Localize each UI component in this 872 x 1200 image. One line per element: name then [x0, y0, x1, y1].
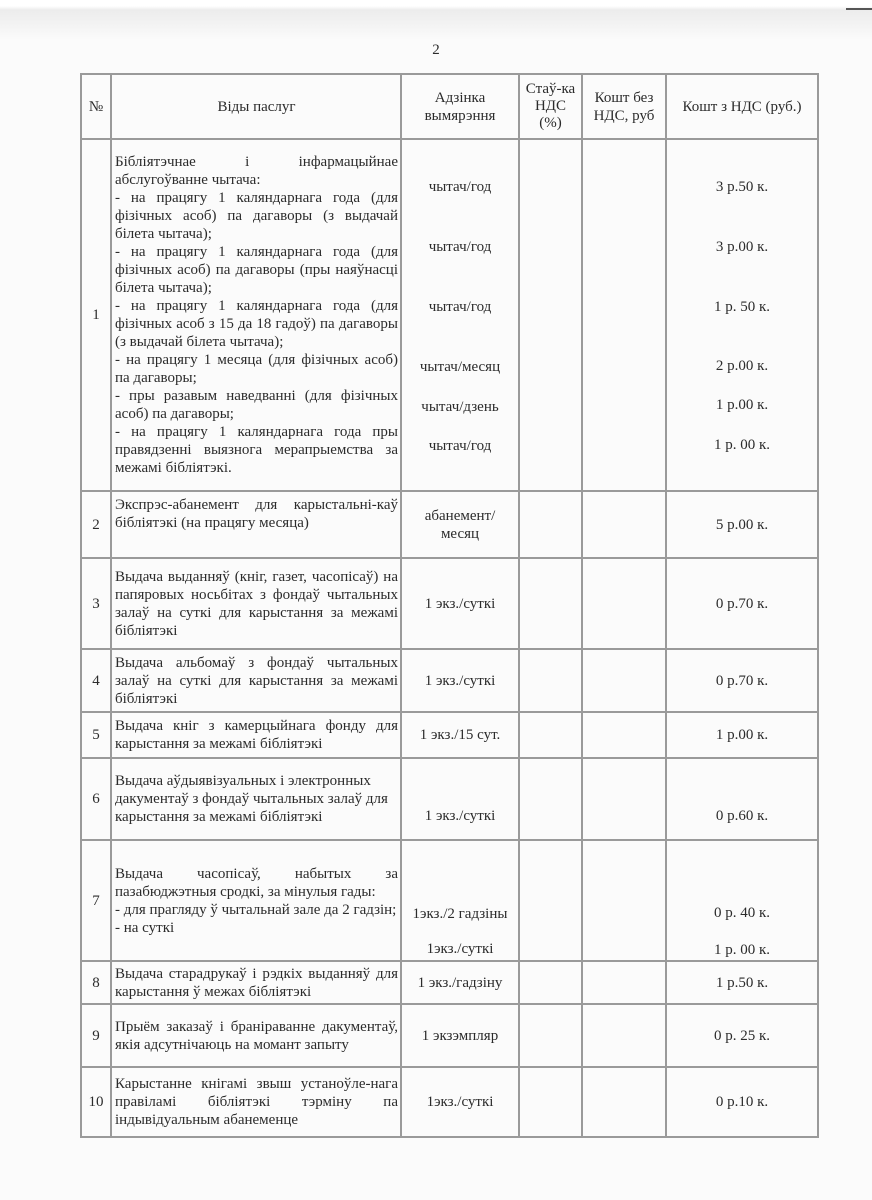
- row-unit: 1 экз./суткі: [401, 558, 519, 649]
- row-unit: 1 экз./15 сут.: [401, 712, 519, 758]
- service-item: - на працягу 1 каляндарнага года (для фізічных асоб з 15 да 18 гадоў) па дагаворы (з выдачай білета чытача);: [115, 298, 398, 350]
- row-cost-no-vat: [582, 840, 666, 961]
- row-vat-rate: [519, 1004, 582, 1067]
- table-row: [81, 139, 818, 491]
- table-row: [81, 961, 818, 1004]
- header-service: Віды паслуг: [111, 74, 401, 139]
- price-value: 1 р. 50 к.: [713, 299, 771, 315]
- row-cost-no-vat: [582, 491, 666, 558]
- row-vat-rate: [519, 840, 582, 961]
- row-service: Выдача старадрукаў і рэдкіх выданняў для карыстання ў межах бібліятэкі: [111, 961, 401, 1004]
- header-unit: Адзінка вымярэння: [401, 74, 519, 139]
- unit-value: чытач/год: [428, 239, 492, 255]
- unit-value: чытач/месяц: [419, 359, 501, 375]
- service-item: - на працягу 1 каляндарнага года (для фізічных асоб) па дагаворы (пры наяўнасці білета чытача);: [115, 244, 398, 296]
- page-number: 2: [432, 42, 440, 58]
- table-row: [81, 712, 818, 758]
- price-value: 3 р.50 к.: [715, 179, 769, 195]
- header-vat-rate: Стаў-ка НДС (%): [519, 74, 582, 139]
- table-row: [81, 1067, 818, 1137]
- table-row: [81, 840, 818, 961]
- service-item: - на працягу 1 каляндарнага года (для фізічных асоб) па дагаворы (з выдачай білета чытача);: [115, 190, 398, 242]
- scan-shadow: [0, 0, 872, 40]
- row-service: Выдача аўдыявізуальных і электронных дакументаў з фондаў чытальных залаў для карыстання за межамі бібліятэкі: [111, 758, 401, 840]
- unit-value: чытач/год: [428, 299, 492, 315]
- row-service: Прыём заказаў і браніраванне дакументаў, якія адсутнічаюць на момант запыту: [111, 1004, 401, 1067]
- row-unit: [401, 139, 519, 491]
- row-cost-with-vat: 0 р. 25 к.: [666, 1004, 818, 1067]
- header-num: №: [81, 74, 111, 139]
- row-cost-with-vat: 1 р.00 к.: [666, 712, 818, 758]
- row-num: 9: [81, 1004, 111, 1067]
- row-num: 6: [81, 758, 111, 840]
- row-cost-no-vat: [582, 712, 666, 758]
- row-vat-rate: [519, 649, 582, 712]
- price-value: 1 р. 00 к.: [713, 437, 771, 453]
- unit-value: чытач/год: [428, 438, 492, 454]
- row-vat-rate: [519, 558, 582, 649]
- row-unit: абанемент/ месяц: [401, 491, 519, 558]
- row-unit: [401, 840, 519, 961]
- service-item: - пры разавым наведванні (для фізічных асоб) па дагаворы;: [115, 388, 398, 422]
- table-row: [81, 1004, 818, 1067]
- row-cost-no-vat: [582, 1004, 666, 1067]
- row-unit: 1 экз./гадзіну: [401, 961, 519, 1004]
- table-row: [81, 758, 818, 840]
- row-cost-with-vat: 0 р.60 к.: [666, 758, 818, 840]
- row-cost-no-vat: [582, 139, 666, 491]
- row-cost-no-vat: [582, 961, 666, 1004]
- service-item: - на працягу 1 месяца (для фізічных асоб) па дагаворы;: [115, 352, 398, 386]
- row-vat-rate: [519, 139, 582, 491]
- table-row: [81, 558, 818, 649]
- row-num: 3: [81, 558, 111, 649]
- row-cost-no-vat: [582, 558, 666, 649]
- unit-value: чытач/год: [428, 179, 492, 195]
- service-item: - на працягу 1 каляндарнага года пры правядзенні выязнога мерапрыемства за межамі бібліятэкі.: [115, 424, 398, 476]
- row-vat-rate: [519, 961, 582, 1004]
- row-service: Экспрэс-абанемент для карыстальні-каў бібліятэкі (на працягу месяца): [111, 491, 401, 558]
- service-title: Бібліятэчнае і інфармацыйнае абслугоўванне чытача:: [115, 154, 398, 188]
- row-cost-with-vat: 0 р.70 к.: [666, 558, 818, 649]
- row-service: [111, 840, 401, 961]
- row-num: 2: [81, 491, 111, 558]
- price-value: 1 р.00 к.: [715, 397, 769, 413]
- row-service: Карыстанне кнігамі звыш устаноўле-нага правіламі бібліятэкі тэрміну па індывідуальным абанеменце: [111, 1067, 401, 1137]
- row-cost-no-vat: [582, 758, 666, 840]
- row-service: Выдача выданняў (кніг, газет, часопісаў) на папяровых носьбітах з фондаў чытальных залаў на суткі для карыстання за межамі бібліятэкі: [111, 558, 401, 649]
- unit-value: 1экз./суткі: [426, 941, 494, 957]
- price-value: 2 р.00 к.: [715, 358, 769, 374]
- header-cost-with-vat: Кошт з НДС (руб.): [666, 74, 818, 139]
- row-vat-rate: [519, 1067, 582, 1137]
- table-header-row: [81, 74, 818, 139]
- row-unit: 1 экз./суткі: [401, 649, 519, 712]
- row-unit: 1 экзэмпляр: [401, 1004, 519, 1067]
- row-num: 8: [81, 961, 111, 1004]
- price-value: 3 р.00 к.: [715, 239, 769, 255]
- row-unit: 1 экз./суткі: [401, 758, 519, 840]
- unit-value: 1экз./2 гадзіны: [412, 906, 508, 922]
- row-num: 1: [81, 139, 111, 491]
- row-cost-with-vat: 5 р.00 к.: [666, 491, 818, 558]
- price-value: 0 р. 40 к.: [713, 905, 771, 921]
- row-cost-no-vat: [582, 1067, 666, 1137]
- row-cost-with-vat: 1 р.50 к.: [666, 961, 818, 1004]
- row-num: 10: [81, 1067, 111, 1137]
- row-unit: 1экз./суткі: [401, 1067, 519, 1137]
- row-vat-rate: [519, 758, 582, 840]
- unit-value: чытач/дзень: [421, 399, 499, 415]
- row-service: Выдача кніг з камерцыйнага фонду для карыстання за межамі бібліятэкі: [111, 712, 401, 758]
- price-value: 1 р. 00 к.: [713, 942, 771, 958]
- row-cost-no-vat: [582, 649, 666, 712]
- service-item: - для прагляду ў чытальнай зале да 2 гадзін;: [115, 901, 397, 918]
- row-num: 5: [81, 712, 111, 758]
- row-cost-with-vat: 0 р.10 к.: [666, 1067, 818, 1137]
- row-vat-rate: [519, 491, 582, 558]
- row-num: 4: [81, 649, 111, 712]
- table-row: [81, 649, 818, 712]
- table-row: [81, 491, 818, 558]
- service-title: Выдача часопісаў, набытых за пазабюджэтныя сродкі, за мінулыя гады:: [115, 865, 398, 900]
- header-cost-no-vat: Кошт без НДС, руб: [582, 74, 666, 139]
- service-item: - на суткі: [115, 919, 175, 936]
- services-price-table: [80, 73, 819, 1138]
- row-cost-with-vat: [666, 139, 818, 491]
- row-cost-with-vat: [666, 840, 818, 961]
- row-cost-with-vat: 0 р.70 к.: [666, 649, 818, 712]
- row-service: [111, 139, 401, 491]
- row-vat-rate: [519, 712, 582, 758]
- row-service: Выдача альбомаў з фондаў чытальных залаў на суткі для карыстання за межамі бібліятэкі: [111, 649, 401, 712]
- scan-edge-mark: [846, 8, 872, 10]
- row-num: 7: [81, 840, 111, 961]
